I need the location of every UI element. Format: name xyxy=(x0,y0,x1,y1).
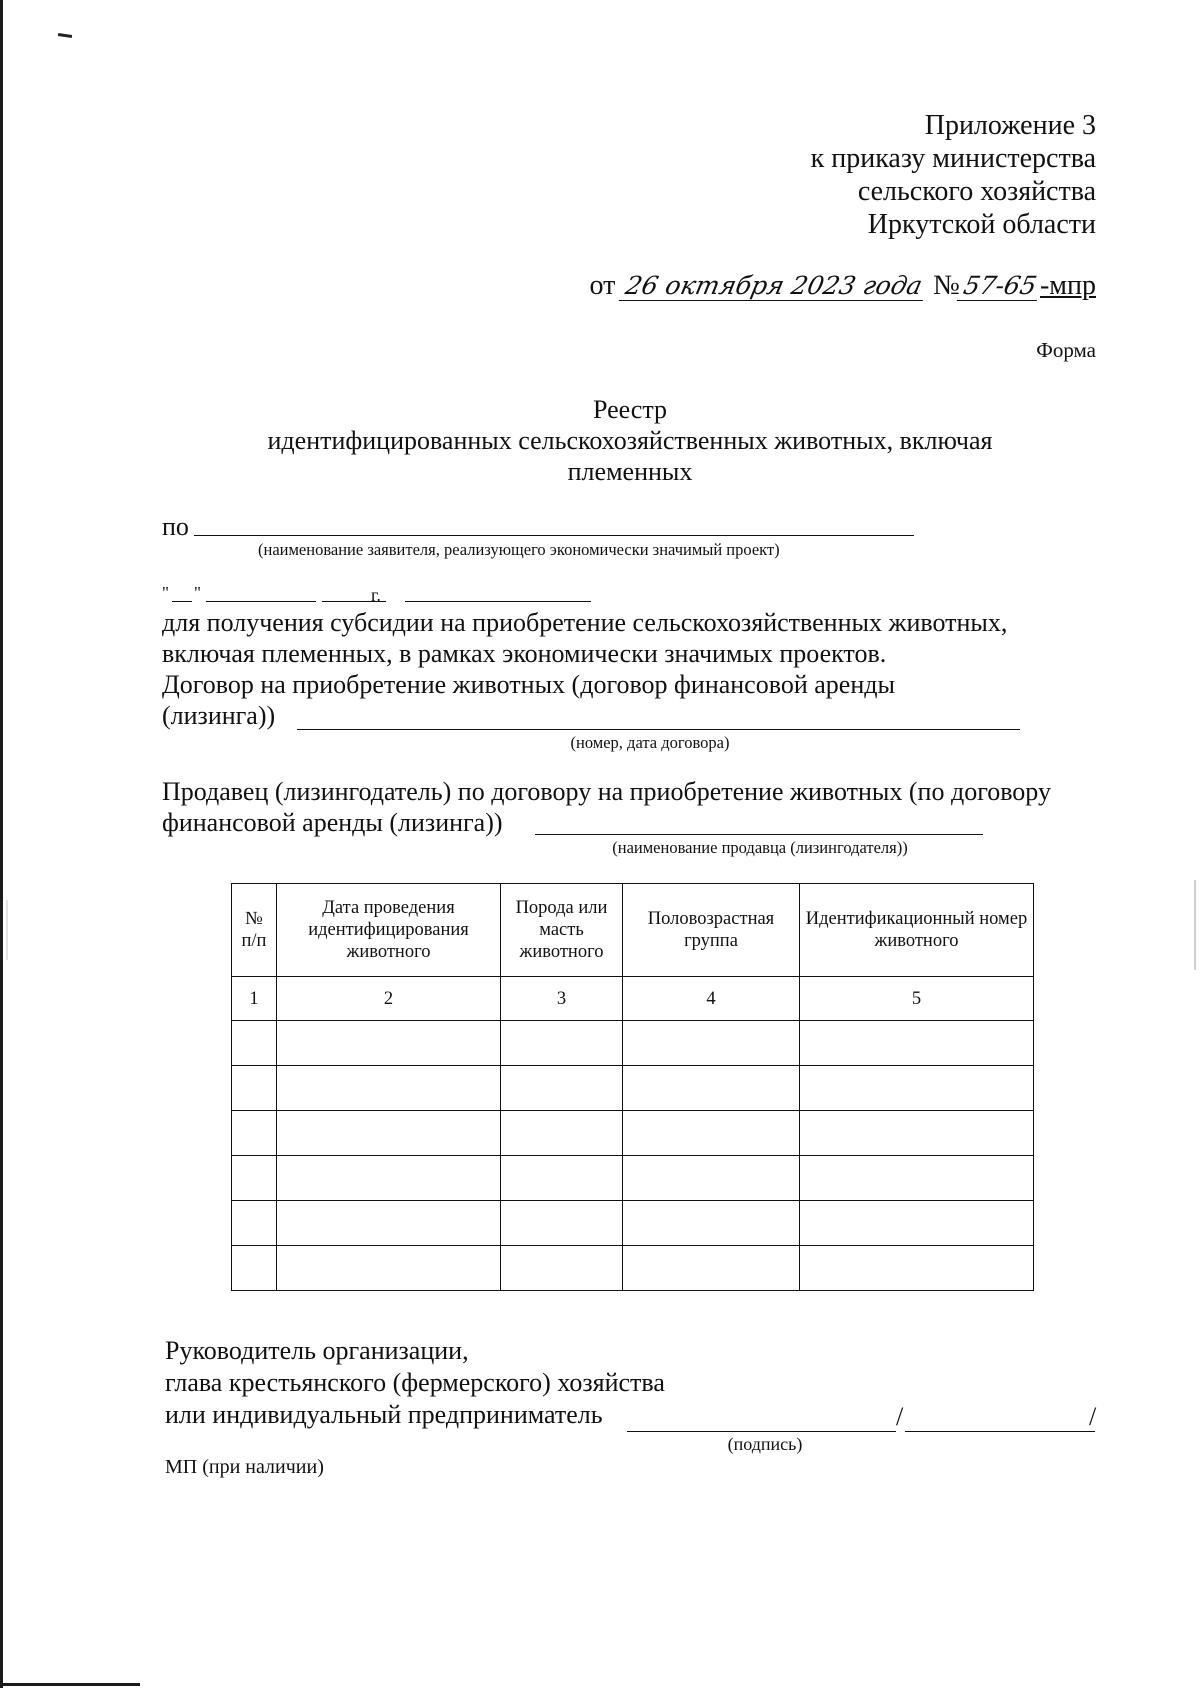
column-number: 5 xyxy=(800,977,1034,1021)
form-label: Форма xyxy=(1036,338,1096,362)
column-number: 4 xyxy=(623,977,800,1021)
order-date-handwritten: 26 октября 2023 года xyxy=(619,271,929,301)
table-row xyxy=(232,1066,1034,1111)
table-cell xyxy=(800,1021,1034,1066)
column-number: 1 xyxy=(232,977,277,1021)
table-cell xyxy=(623,1111,800,1156)
date-year-suffix: г. xyxy=(371,585,381,605)
table-cell xyxy=(501,1156,623,1201)
table-cell xyxy=(623,1021,800,1066)
table-cell xyxy=(501,1021,623,1066)
appendix-header xyxy=(811,109,1096,241)
seller-blank xyxy=(535,834,983,835)
table-row xyxy=(232,1156,1034,1201)
signature-text xyxy=(165,1335,665,1431)
column-number: 2 xyxy=(277,977,501,1021)
seller-line: финансовой аренды (лизинга)) xyxy=(162,808,503,837)
applicant-caption: (наименование заявителя, реализующего экономически значимый проект) xyxy=(258,540,780,559)
signature-line: глава крестьянского (фермерского) хозяйства xyxy=(165,1368,665,1397)
table-cell xyxy=(800,1156,1034,1201)
date-month-blank xyxy=(206,601,316,602)
table-cell xyxy=(277,1111,501,1156)
contract-blank xyxy=(297,729,1020,730)
table-cell xyxy=(501,1246,623,1291)
contract-line: (лизинга)) xyxy=(162,701,276,730)
order-number-handwritten: 57-65 xyxy=(957,271,1043,301)
signature-separator: / xyxy=(896,1402,904,1431)
table-cell xyxy=(623,1156,800,1201)
appendix-title: Приложение 3 xyxy=(924,110,1096,141)
table-cell xyxy=(277,1066,501,1111)
scan-artifact xyxy=(1194,880,1196,970)
date-quote-close: " xyxy=(194,583,201,602)
contract-caption: (номер, дата договора) xyxy=(570,733,730,752)
appendix-line: к приказу министерства xyxy=(810,143,1096,174)
header-cell-date: Дата проведения идентифицирования животного xyxy=(277,884,501,977)
seller-line: Продавец (лизингодатель) по договору на приобретение животных (по договору xyxy=(162,777,1051,806)
signature-separator: / xyxy=(1089,1402,1097,1431)
applicant-blank xyxy=(194,535,914,536)
date-quote-open: " xyxy=(162,583,169,602)
column-number-row xyxy=(232,977,1034,1021)
name-blank xyxy=(905,1431,1095,1432)
table-row xyxy=(232,1111,1034,1156)
table-row xyxy=(232,1021,1034,1066)
purpose-text xyxy=(162,607,1007,669)
header-cell-breed: Порода или масть животного xyxy=(501,884,623,977)
table-cell xyxy=(232,1021,277,1066)
table-cell xyxy=(232,1066,277,1111)
table-cell xyxy=(232,1201,277,1246)
contract-line: Договор на приобретение животных (договор финансовой аренды xyxy=(162,670,895,699)
table-cell xyxy=(232,1246,277,1291)
title-line: Реестр xyxy=(592,395,668,424)
header-cell-number: № п/п xyxy=(232,884,277,977)
date-extra-blank xyxy=(405,601,591,602)
scan-artifact xyxy=(6,900,8,960)
table-cell xyxy=(623,1246,800,1291)
document-title xyxy=(225,394,1035,487)
table-cell xyxy=(501,1066,623,1111)
signature-caption: (подпись) xyxy=(727,1434,803,1454)
header-cell-id: Идентификационный номер животного xyxy=(800,884,1034,977)
table-cell xyxy=(800,1246,1034,1291)
title-line: идентифицированных сельскохозяйственных животных, включая xyxy=(267,426,993,455)
order-prefix: от xyxy=(589,270,616,301)
table-cell xyxy=(232,1156,277,1201)
table-cell xyxy=(277,1201,501,1246)
signature-line: Руководитель организации, xyxy=(165,1336,469,1365)
table-row xyxy=(232,1246,1034,1291)
purpose-line: включая племенных, в рамках экономически значимых проектов. xyxy=(162,639,887,668)
table-cell xyxy=(623,1201,800,1246)
title-line: племенных xyxy=(567,457,693,486)
purpose-line: для получения субсидии на приобретение сельскохозяйственных животных, xyxy=(162,608,1008,637)
appendix-line: сельского хозяйства xyxy=(857,176,1096,207)
order-suffix: -мпр xyxy=(1039,270,1096,301)
stamp-label: МП (при наличии) xyxy=(165,1456,324,1478)
table-header-row xyxy=(232,884,1034,977)
table-cell xyxy=(277,1156,501,1201)
order-number-sign: № xyxy=(933,270,960,301)
table-cell xyxy=(623,1066,800,1111)
table-row xyxy=(232,1201,1034,1246)
table-cell xyxy=(277,1246,501,1291)
seller-text xyxy=(162,776,1051,838)
column-number: 3 xyxy=(501,977,623,1021)
header-cell-group: Половозрастная группа xyxy=(623,884,800,977)
table-cell xyxy=(501,1201,623,1246)
scan-edge-bottom xyxy=(0,1683,140,1686)
table-cell xyxy=(501,1111,623,1156)
seller-caption: (наименование продавца (лизингодателя)) xyxy=(612,838,908,857)
table-cell xyxy=(800,1111,1034,1156)
table-cell xyxy=(800,1201,1034,1246)
signature-line: или индивидуальный предприниматель xyxy=(165,1400,603,1429)
table-cell xyxy=(277,1021,501,1066)
applicant-prefix: по xyxy=(162,512,189,541)
registry-table xyxy=(231,883,1034,1291)
scan-edge-left xyxy=(0,0,3,1688)
table-cell xyxy=(800,1066,1034,1111)
appendix-line: Иркутской области xyxy=(867,209,1096,240)
table-cell xyxy=(232,1111,277,1156)
date-day-blank xyxy=(172,601,192,602)
signature-blank xyxy=(627,1431,896,1432)
scan-mark xyxy=(58,33,72,38)
order-reference xyxy=(590,270,1096,302)
contract-text xyxy=(162,669,895,731)
